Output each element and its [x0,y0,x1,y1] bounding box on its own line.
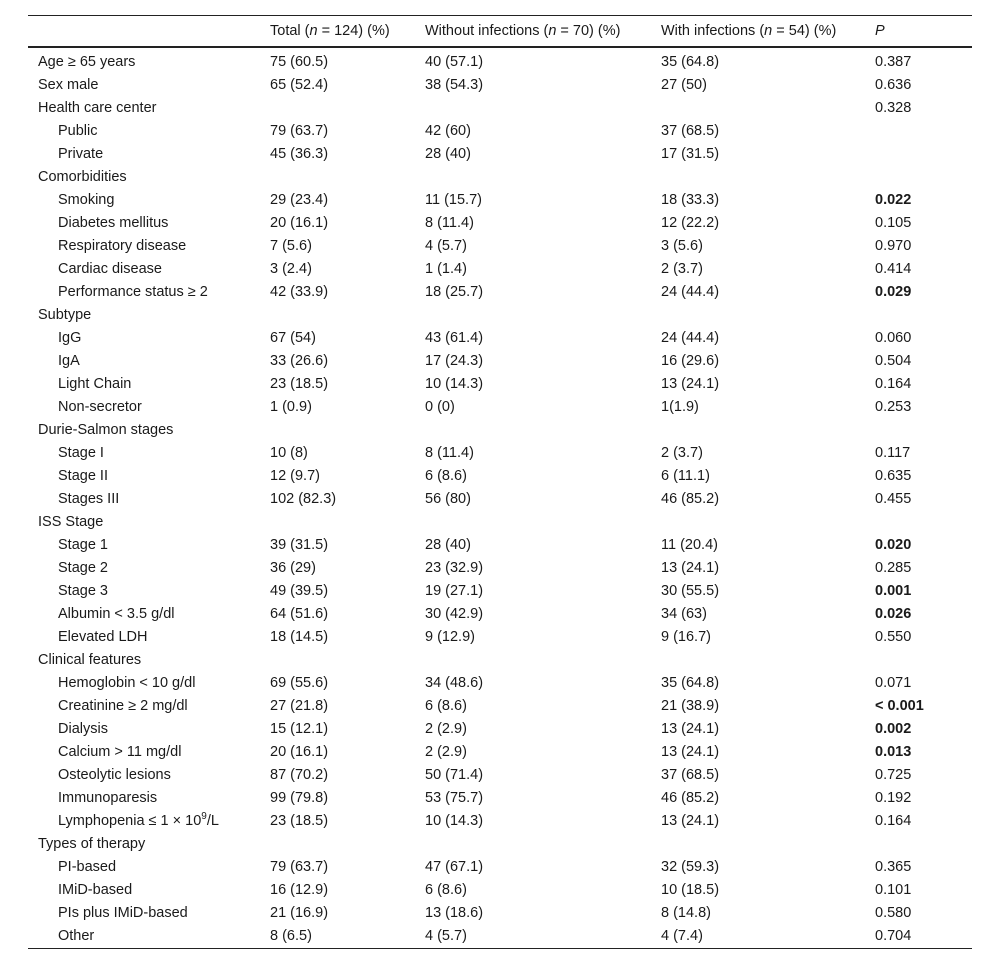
row-label: Private [58,146,104,162]
cell-total: 15 (12.1) [270,721,329,737]
cell-with: 37 (68.5) [661,767,720,783]
cell-p-value: 0.365 [875,859,912,875]
row-label-text: Lymphopenia ≤ 1 × 10 [58,813,202,829]
cell-p-value: 0.387 [875,54,912,70]
cell-total: 42 (33.9) [270,284,329,300]
cell-with: 18 (33.3) [661,192,720,208]
table-row [28,396,972,419]
cell-total: 20 (16.1) [270,215,329,231]
cell-p-value: 0.013 [875,744,912,760]
cell-without [425,649,661,672]
table-row [28,304,972,327]
row-label: Health care center [38,100,157,116]
cell-total: 102 (82.3) [270,491,337,507]
cell-total: 12 (9.7) [270,468,320,484]
cell-total: 23 (18.5) [270,813,329,829]
cell-with: 46 (85.2) [661,790,720,806]
cell-p-value [875,120,972,143]
cell-without: 2 (2.9) [425,744,467,760]
cell-p-value: 0.725 [875,767,912,783]
cell-with: 13 (24.1) [661,560,720,576]
cell-p-value: 0.253 [875,399,912,415]
cell-with: 6 (11.1) [661,468,710,484]
cell-without: 34 (48.6) [425,675,484,691]
cell-without [425,97,661,120]
table-body [28,47,972,949]
row-label: Respiratory disease [58,238,187,254]
cell-total: 3 (2.4) [270,261,312,277]
row-label: IgG [58,330,82,346]
header-total-pre: Total ( [270,22,310,39]
row-label-superscript: 9 [201,811,207,823]
row-label: Cardiac disease [58,261,162,277]
cell-with: 46 (85.2) [661,491,720,507]
header-with-n: n [764,22,773,39]
cell-with: 9 (16.7) [661,629,711,645]
cell-p-value [875,833,972,856]
cell-without: 10 (14.3) [425,376,484,392]
cell-without: 40 (57.1) [425,54,484,70]
cell-p-value: 0.328 [875,100,912,116]
table-row [28,488,972,511]
row-label [28,810,270,833]
table-row [28,97,972,120]
cell-without: 13 (18.6) [425,905,484,921]
cell-total: 87 (70.2) [270,767,329,783]
cell-with: 8 (14.8) [661,905,711,921]
cell-total: 10 (8) [270,445,308,461]
cell-without: 10 (14.3) [425,813,484,829]
table-row [28,534,972,557]
cell-p-value: 0.635 [875,468,912,484]
cell-with: 17 (31.5) [661,146,720,162]
cell-p-value [875,166,972,189]
cell-total: 36 (29) [270,560,316,576]
cell-with: 13 (24.1) [661,721,720,737]
cell-p-value: 0.026 [875,606,912,622]
table-row [28,212,972,235]
cell-with: 2 (3.7) [661,261,703,277]
cell-total [270,833,425,856]
table-row [28,833,972,856]
cell-without: 53 (75.7) [425,790,484,806]
cell-p-value [875,649,972,672]
table-row [28,672,972,695]
header-without-n: n [548,22,557,39]
cell-p-value: 0.164 [875,813,912,829]
header-row [28,16,972,48]
cell-total: 65 (52.4) [270,77,329,93]
cell-p-value: 0.001 [875,583,912,599]
cell-with [661,833,875,856]
table-row [28,649,972,672]
cell-total: 69 (55.6) [270,675,329,691]
header-p [875,16,972,48]
cell-total [270,166,425,189]
table-row [28,327,972,350]
cell-p-value: 0.022 [875,192,912,208]
cell-p-value [875,304,972,327]
cell-total: 75 (60.5) [270,54,329,70]
cell-without [425,511,661,534]
cell-with: 2 (3.7) [661,445,703,461]
cell-without: 11 (15.7) [425,192,482,208]
cell-p-value: 0.192 [875,790,912,806]
header-total [270,16,425,48]
table-row [28,166,972,189]
cell-without: 6 (8.6) [425,468,467,484]
row-label: Osteolytic lesions [58,767,171,783]
row-label: Clinical features [38,652,142,668]
cell-without [425,833,661,856]
cell-total: 8 (6.5) [270,928,312,944]
cell-p-value: 0.970 [875,238,912,254]
cell-total: 49 (39.5) [270,583,329,599]
cell-total: 79 (63.7) [270,123,329,139]
row-label: Comorbidities [38,169,127,185]
table-row [28,580,972,603]
row-label: Immunoparesis [58,790,158,806]
row-label: ISS Stage [38,514,104,530]
cell-without: 8 (11.4) [425,215,474,231]
cell-with: 27 (50) [661,77,707,93]
table-container [28,15,972,949]
row-label: Light Chain [58,376,132,392]
cell-without: 42 (60) [425,123,471,139]
table-row [28,143,972,166]
cell-total [270,419,425,442]
row-label: PIs plus IMiD-based [58,905,188,921]
table-row [28,281,972,304]
cell-with: 37 (68.5) [661,123,720,139]
table-row [28,258,972,281]
row-label: Dialysis [58,721,108,737]
cell-with [661,97,875,120]
table-row [28,442,972,465]
row-label: Stage 3 [58,583,108,599]
table-row [28,626,972,649]
row-label: Albumin < 3.5 g/dl [58,606,175,622]
table-row [28,350,972,373]
row-label: Public [58,123,98,139]
row-label: Stage 2 [58,560,108,576]
cell-with: 24 (44.4) [661,284,720,300]
cell-p-value: 0.580 [875,905,912,921]
cell-without: 56 (80) [425,491,471,507]
row-label: Smoking [58,192,115,208]
row-label: Age ≥ 65 years [38,54,136,70]
table-row [28,47,972,74]
cell-without: 4 (5.7) [425,928,467,944]
cell-p-value: 0.101 [875,882,912,898]
cell-with: 3 (5.6) [661,238,703,254]
cell-without [425,419,661,442]
cell-total: 21 (16.9) [270,905,329,921]
cell-p-value: 0.002 [875,721,912,737]
cell-without: 17 (24.3) [425,353,484,369]
table-row [28,925,972,949]
cell-without [425,166,661,189]
cell-without: 43 (61.4) [425,330,484,346]
header-p-label: P [875,22,885,39]
header-variable [28,16,270,48]
table-row [28,189,972,212]
cell-without: 1 (1.4) [425,261,467,277]
cell-total [270,649,425,672]
cell-with: 30 (55.5) [661,583,720,599]
cell-p-value: 0.029 [875,284,912,300]
row-label: Performance status ≥ 2 [58,284,208,300]
row-label: Non-secretor [58,399,142,415]
cell-with: 12 (22.2) [661,215,720,231]
cell-without: 30 (42.9) [425,606,484,622]
cell-with [661,511,875,534]
table-row [28,810,972,833]
table-row [28,419,972,442]
header-with-post: = 54) (%) [772,22,837,39]
cell-with: 10 (18.5) [661,882,720,898]
table-row [28,787,972,810]
cell-without: 23 (32.9) [425,560,484,576]
row-label: IgA [58,353,80,369]
cell-without: 8 (11.4) [425,445,474,461]
row-label: Hemoglobin < 10 g/dl [58,675,196,691]
cell-with: 16 (29.6) [661,353,720,369]
cell-total: 99 (79.8) [270,790,329,806]
cell-p-value: 0.414 [875,261,912,277]
cell-p-value: 0.504 [875,353,912,369]
table-row [28,764,972,787]
row-label: Elevated LDH [58,629,148,645]
row-label: Subtype [38,307,92,323]
header-with-pre: With infections ( [661,22,765,39]
cell-with: 1(1.9) [661,399,699,415]
cell-with: 34 (63) [661,606,707,622]
header-without [425,16,661,48]
row-label: Other [58,928,95,944]
cell-p-value [875,419,972,442]
row-label: Durie-Salmon stages [38,422,174,438]
table-row [28,718,972,741]
cell-without [425,304,661,327]
cell-total [270,511,425,534]
cell-with: 35 (64.8) [661,675,720,691]
row-label: Stages III [58,491,120,507]
cell-with: 13 (24.1) [661,376,720,392]
table-row [28,557,972,580]
cell-total: 20 (16.1) [270,744,329,760]
row-label: Stage 1 [58,537,108,553]
cell-total: 29 (23.4) [270,192,329,208]
cell-p-value: 0.164 [875,376,912,392]
cell-total: 45 (36.3) [270,146,329,162]
cell-p-value: 0.704 [875,928,912,944]
table-row [28,902,972,925]
cell-total: 64 (51.6) [270,606,329,622]
cell-with: 32 (59.3) [661,859,720,875]
cell-total: 79 (63.7) [270,859,329,875]
table-row [28,695,972,718]
cell-total: 23 (18.5) [270,376,329,392]
table-header [28,16,972,48]
cell-total: 16 (12.9) [270,882,329,898]
row-label: Types of therapy [38,836,146,852]
cell-p-value: 0.636 [875,77,912,93]
row-label: Calcium > 11 mg/dl [58,744,182,760]
cell-total [270,97,425,120]
row-label: Sex male [38,77,99,93]
table-row [28,465,972,488]
cell-with: 13 (24.1) [661,744,720,760]
cell-total: 27 (21.8) [270,698,329,714]
table-row [28,856,972,879]
cell-total: 18 (14.5) [270,629,329,645]
cell-total: 1 (0.9) [270,399,312,415]
cell-without: 28 (40) [425,537,471,553]
table-row [28,741,972,764]
cell-p-value: 0.550 [875,629,912,645]
cell-with [661,304,875,327]
cell-total: 7 (5.6) [270,238,312,254]
header-with [661,16,875,48]
data-table [28,15,972,949]
table-row [28,235,972,258]
cell-without: 50 (71.4) [425,767,484,783]
cell-p-value: 0.285 [875,560,912,576]
header-total-n: n [309,22,318,39]
cell-with: 21 (38.9) [661,698,720,714]
cell-p-value [875,511,972,534]
cell-p-value: 0.071 [875,675,912,691]
row-label: PI-based [58,859,117,875]
table-row [28,74,972,97]
cell-p-value: 0.105 [875,215,912,231]
cell-with [661,649,875,672]
cell-p-value: 0.455 [875,491,912,507]
cell-without: 38 (54.3) [425,77,484,93]
cell-p-value: 0.060 [875,330,912,346]
cell-without: 18 (25.7) [425,284,484,300]
cell-without: 19 (27.1) [425,583,484,599]
cell-without: 6 (8.6) [425,882,467,898]
cell-total: 39 (31.5) [270,537,329,553]
row-label: IMiD-based [58,882,133,898]
cell-p-value: 0.020 [875,537,912,553]
table-row [28,120,972,143]
row-label: Diabetes mellitus [58,215,169,231]
cell-without: 6 (8.6) [425,698,467,714]
table-row [28,373,972,396]
cell-without: 47 (67.1) [425,859,484,875]
row-label-suffix: /L [206,813,219,829]
cell-without: 0 (0) [425,399,455,415]
cell-p-value: 0.117 [875,445,911,461]
cell-total: 67 (54) [270,330,316,346]
cell-with: 11 (20.4) [661,537,718,553]
cell-with: 4 (7.4) [661,928,703,944]
cell-with: 13 (24.1) [661,813,720,829]
cell-with [661,419,875,442]
table-row [28,511,972,534]
cell-total [270,304,425,327]
cell-p-value: < 0.001 [875,698,924,714]
header-total-post: = 124) (%) [317,22,390,39]
header-without-post: = 70) (%) [556,22,621,39]
cell-without: 9 (12.9) [425,629,475,645]
cell-with [661,166,875,189]
row-label: Stage II [58,468,108,484]
table-row [28,603,972,626]
cell-with: 24 (44.4) [661,330,720,346]
cell-with: 35 (64.8) [661,54,720,70]
row-label: Stage I [58,445,104,461]
cell-without: 2 (2.9) [425,721,467,737]
cell-total: 33 (26.6) [270,353,329,369]
row-label: Creatinine ≥ 2 mg/dl [58,698,188,714]
cell-p-value [875,143,972,166]
cell-without: 28 (40) [425,146,471,162]
cell-without: 4 (5.7) [425,238,467,254]
header-without-pre: Without infections ( [425,22,549,39]
table-row [28,879,972,902]
